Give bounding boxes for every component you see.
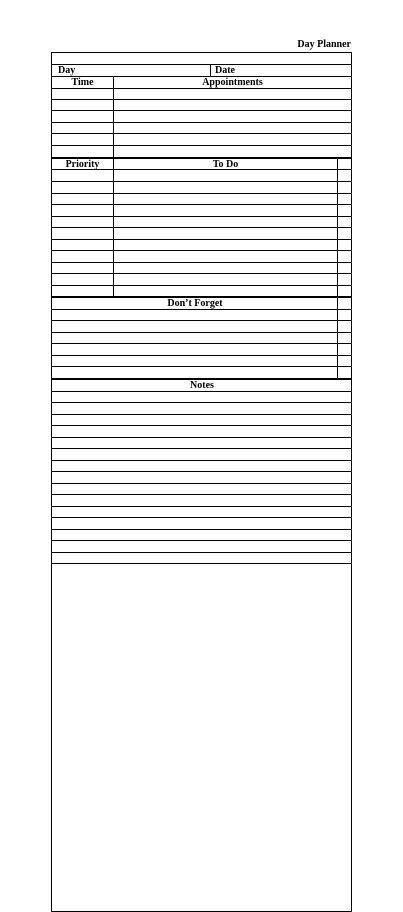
rule-line — [51, 332, 352, 333]
rule-line — [51, 483, 352, 484]
rule-line — [51, 193, 352, 194]
day-label: Day — [58, 65, 76, 76]
rule-line — [51, 414, 352, 415]
rule-line — [51, 88, 352, 89]
rule-line — [51, 563, 352, 564]
rule-line — [51, 355, 352, 356]
frame-top-border — [51, 52, 352, 53]
rule-line — [51, 402, 352, 403]
time-header: Time — [71, 77, 94, 88]
rule-line — [51, 391, 352, 392]
day-date-divider — [210, 64, 211, 76]
rule-line — [51, 262, 352, 263]
rule-line — [51, 273, 352, 274]
priority-column-divider — [113, 157, 114, 296]
rule-line — [51, 343, 352, 344]
rule-line — [51, 448, 352, 449]
rule-line — [51, 145, 352, 146]
rule-line — [51, 460, 352, 461]
rule-line — [51, 250, 352, 251]
rule-line — [51, 133, 352, 134]
rule-line — [51, 540, 352, 541]
rule-line — [51, 110, 352, 111]
rule-line — [51, 99, 352, 100]
rule-line — [51, 471, 352, 472]
rule-line — [51, 320, 352, 321]
rule-line — [51, 506, 352, 507]
rule-line — [51, 204, 352, 205]
appointments-header: Appointments — [202, 77, 263, 88]
rule-line — [51, 239, 352, 240]
rule-line — [51, 425, 352, 426]
check-column-divider — [337, 157, 338, 378]
rule-line — [51, 366, 352, 367]
notes-header: Notes — [190, 380, 214, 391]
rule-line — [51, 517, 352, 518]
rule-line — [51, 494, 352, 495]
dont-forget-header: Don’t Forget — [167, 298, 223, 309]
page-title: Day Planner — [297, 39, 351, 50]
rule-line — [51, 285, 352, 286]
rule-line — [51, 309, 352, 310]
rule-line — [51, 552, 352, 553]
rule-line — [51, 529, 352, 530]
date-label: Date — [215, 65, 235, 76]
rule-line — [51, 122, 352, 123]
todo-header: To Do — [212, 159, 239, 170]
priority-header: Priority — [65, 159, 100, 170]
rule-line — [51, 64, 352, 65]
rule-line — [51, 216, 352, 217]
rule-line — [51, 181, 352, 182]
rule-line — [51, 437, 352, 438]
time-column-divider — [113, 76, 114, 157]
rule-line — [51, 227, 352, 228]
